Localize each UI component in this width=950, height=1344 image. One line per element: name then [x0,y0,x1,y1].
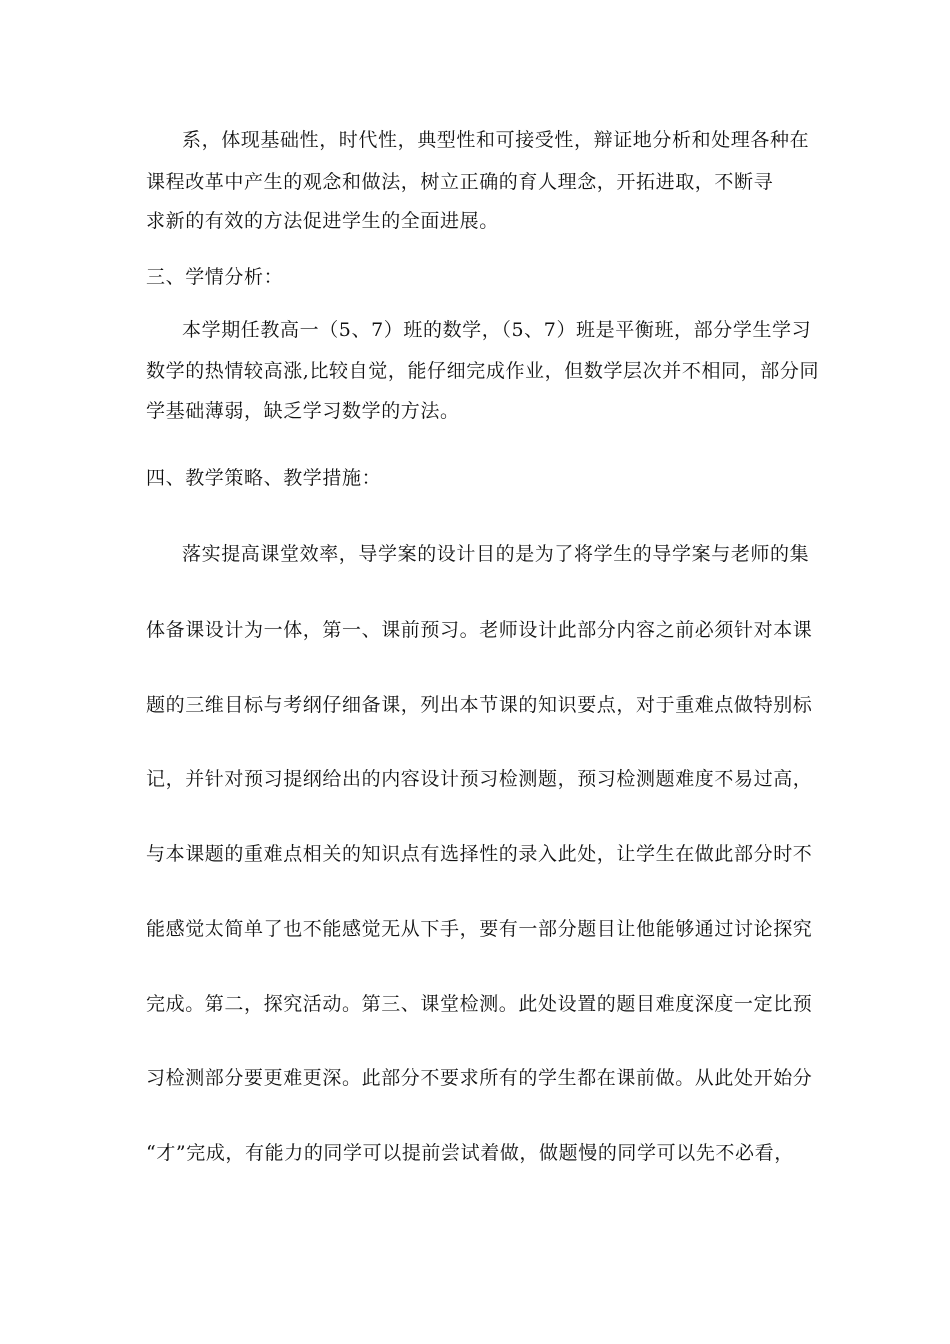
strategy-line-8: 习检测部分要更难更深。此部分不要求所有的学生都在课前做。从此处开始分 [146,1067,813,1089]
intro-line-2: 课程改革中产生的观念和做法，树立正确的育人理念，开拓进取，不断寻 [146,171,774,193]
intro-line-3: 求新的有效的方法促进学生的全面进展。 [146,210,499,232]
strategy-line-9: “才”完成，有能力的同学可以提前尝试着做，做题慢的同学可以先不必看， [146,1142,794,1164]
strategy-line-7: 完成。第二，探究活动。第三、课堂检测。此处设置的题目难度深度一定比预 [146,993,813,1015]
strategy-line-3: 题的三维目标与考纲仔细备课，列出本节课的知识要点，对于重难点做特别标 [146,694,813,716]
intro-line-1: 系，体现基础性，时代性，典型性和可接受性，辩证地分析和处理各种在 [182,129,810,151]
strategy-line-5: 与本课题的重难点相关的知识点有选择性的录入此处，让学生在做此部分时不 [146,843,813,865]
section-heading-strategies: 四、教学策略、教学措施： [146,467,382,489]
analysis-line-3: 学基础薄弱，缺乏学习数学的方法。 [146,400,460,422]
strategy-line-4: 记，并针对预习提纲给出的内容设计预习检测题，预习检测题难度不易过高， [146,768,813,790]
strategy-line-6: 能感觉太简单了也不能感觉无从下手，要有一部分题目让他能够通过讨论探究 [146,918,813,940]
analysis-line-2: 数学的热情较高涨,比较自觉，能仔细完成作业，但数学层次并不相同，部分同 [146,360,820,382]
strategy-line-2: 体备课设计为一体，第一、课前预习。老师设计此部分内容之前必须针对本课 [146,619,813,641]
analysis-line-1: 本学期任教高一（5、7）班的数学，（5、7）班是平衡班，部分学生学习 [182,319,812,341]
section-heading-learning-analysis: 三、学情分析： [146,266,284,288]
strategy-line-1: 落实提高课堂效率，导学案的设计目的是为了将学生的导学案与老师的集 [182,543,810,565]
